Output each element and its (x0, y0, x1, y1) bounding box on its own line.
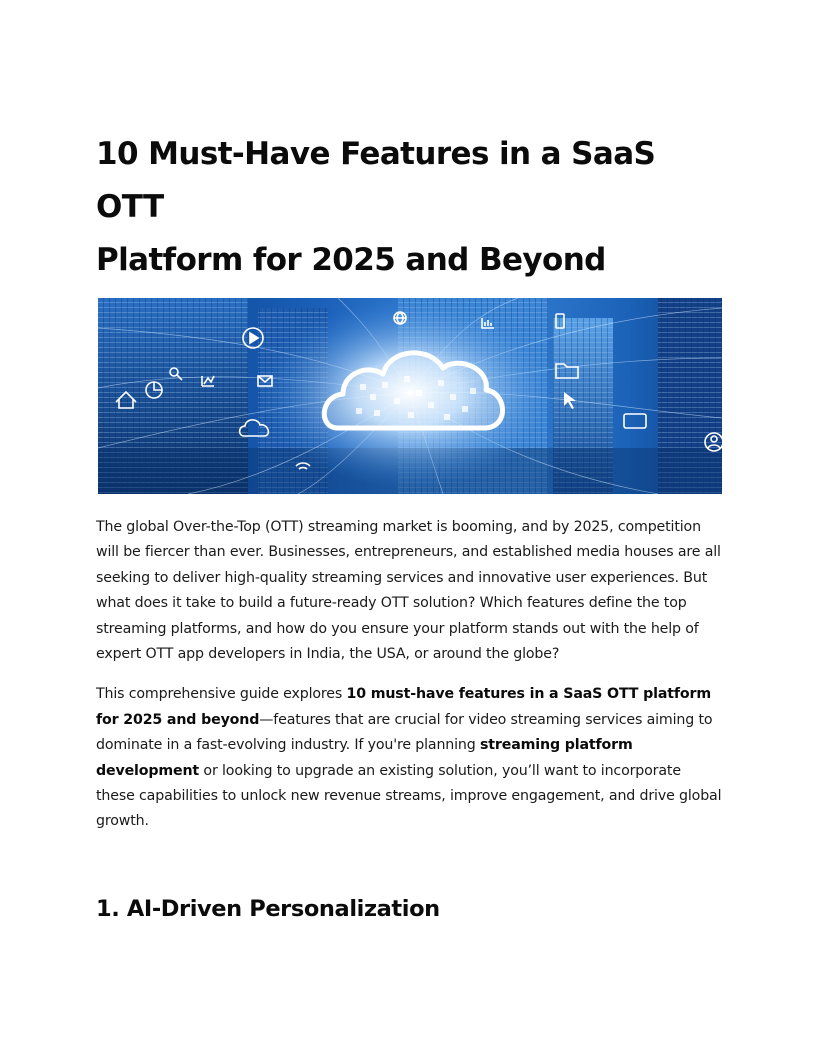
article-title (96, 128, 722, 287)
intro-paragraph: The global Over-the-Top (OTT) streaming market is booming, and by 2025, competition will be fiercer than ever. Businesses, entrepreneurs, and established media houses are all seeking to deliver high-quality streaming services and innovative user experiences. But what does it take to build a future-ready OTT solution? Which features define the top streaming platforms, and how do you ensure your platform stands out with the help of expert OTT app developers in India, the USA, or around the globe? (96, 519, 721, 663)
document-page (96, 128, 722, 927)
hero-image (98, 298, 722, 494)
title-line-1: 10 Must-Have Features in a SaaS OTT (96, 136, 656, 225)
title-line-2: Platform for 2025 and Beyond (96, 242, 606, 278)
section-heading-ai-personalization: 1. AI-Driven Personalization (96, 895, 440, 922)
guide-outro-text: or looking to upgrade an existing solution, you’ll want to incorporate these capabilities to unlock new revenue streams, improve engagement, and drive global growth. (96, 762, 722, 830)
guide-bold-features: 10 must-have features in a SaaS OTT platform for 2025 and beyond (96, 686, 711, 728)
tablet-icon (624, 414, 646, 428)
guide-middle-text: —features that are crucial for video streaming services aiming to dominate in a fast-evolving industry. If you're planning (96, 711, 713, 754)
guide-bold-development: streaming platform development (96, 737, 633, 779)
guide-intro-text: This comprehensive guide explores (96, 686, 347, 703)
guide-paragraph (96, 682, 722, 834)
